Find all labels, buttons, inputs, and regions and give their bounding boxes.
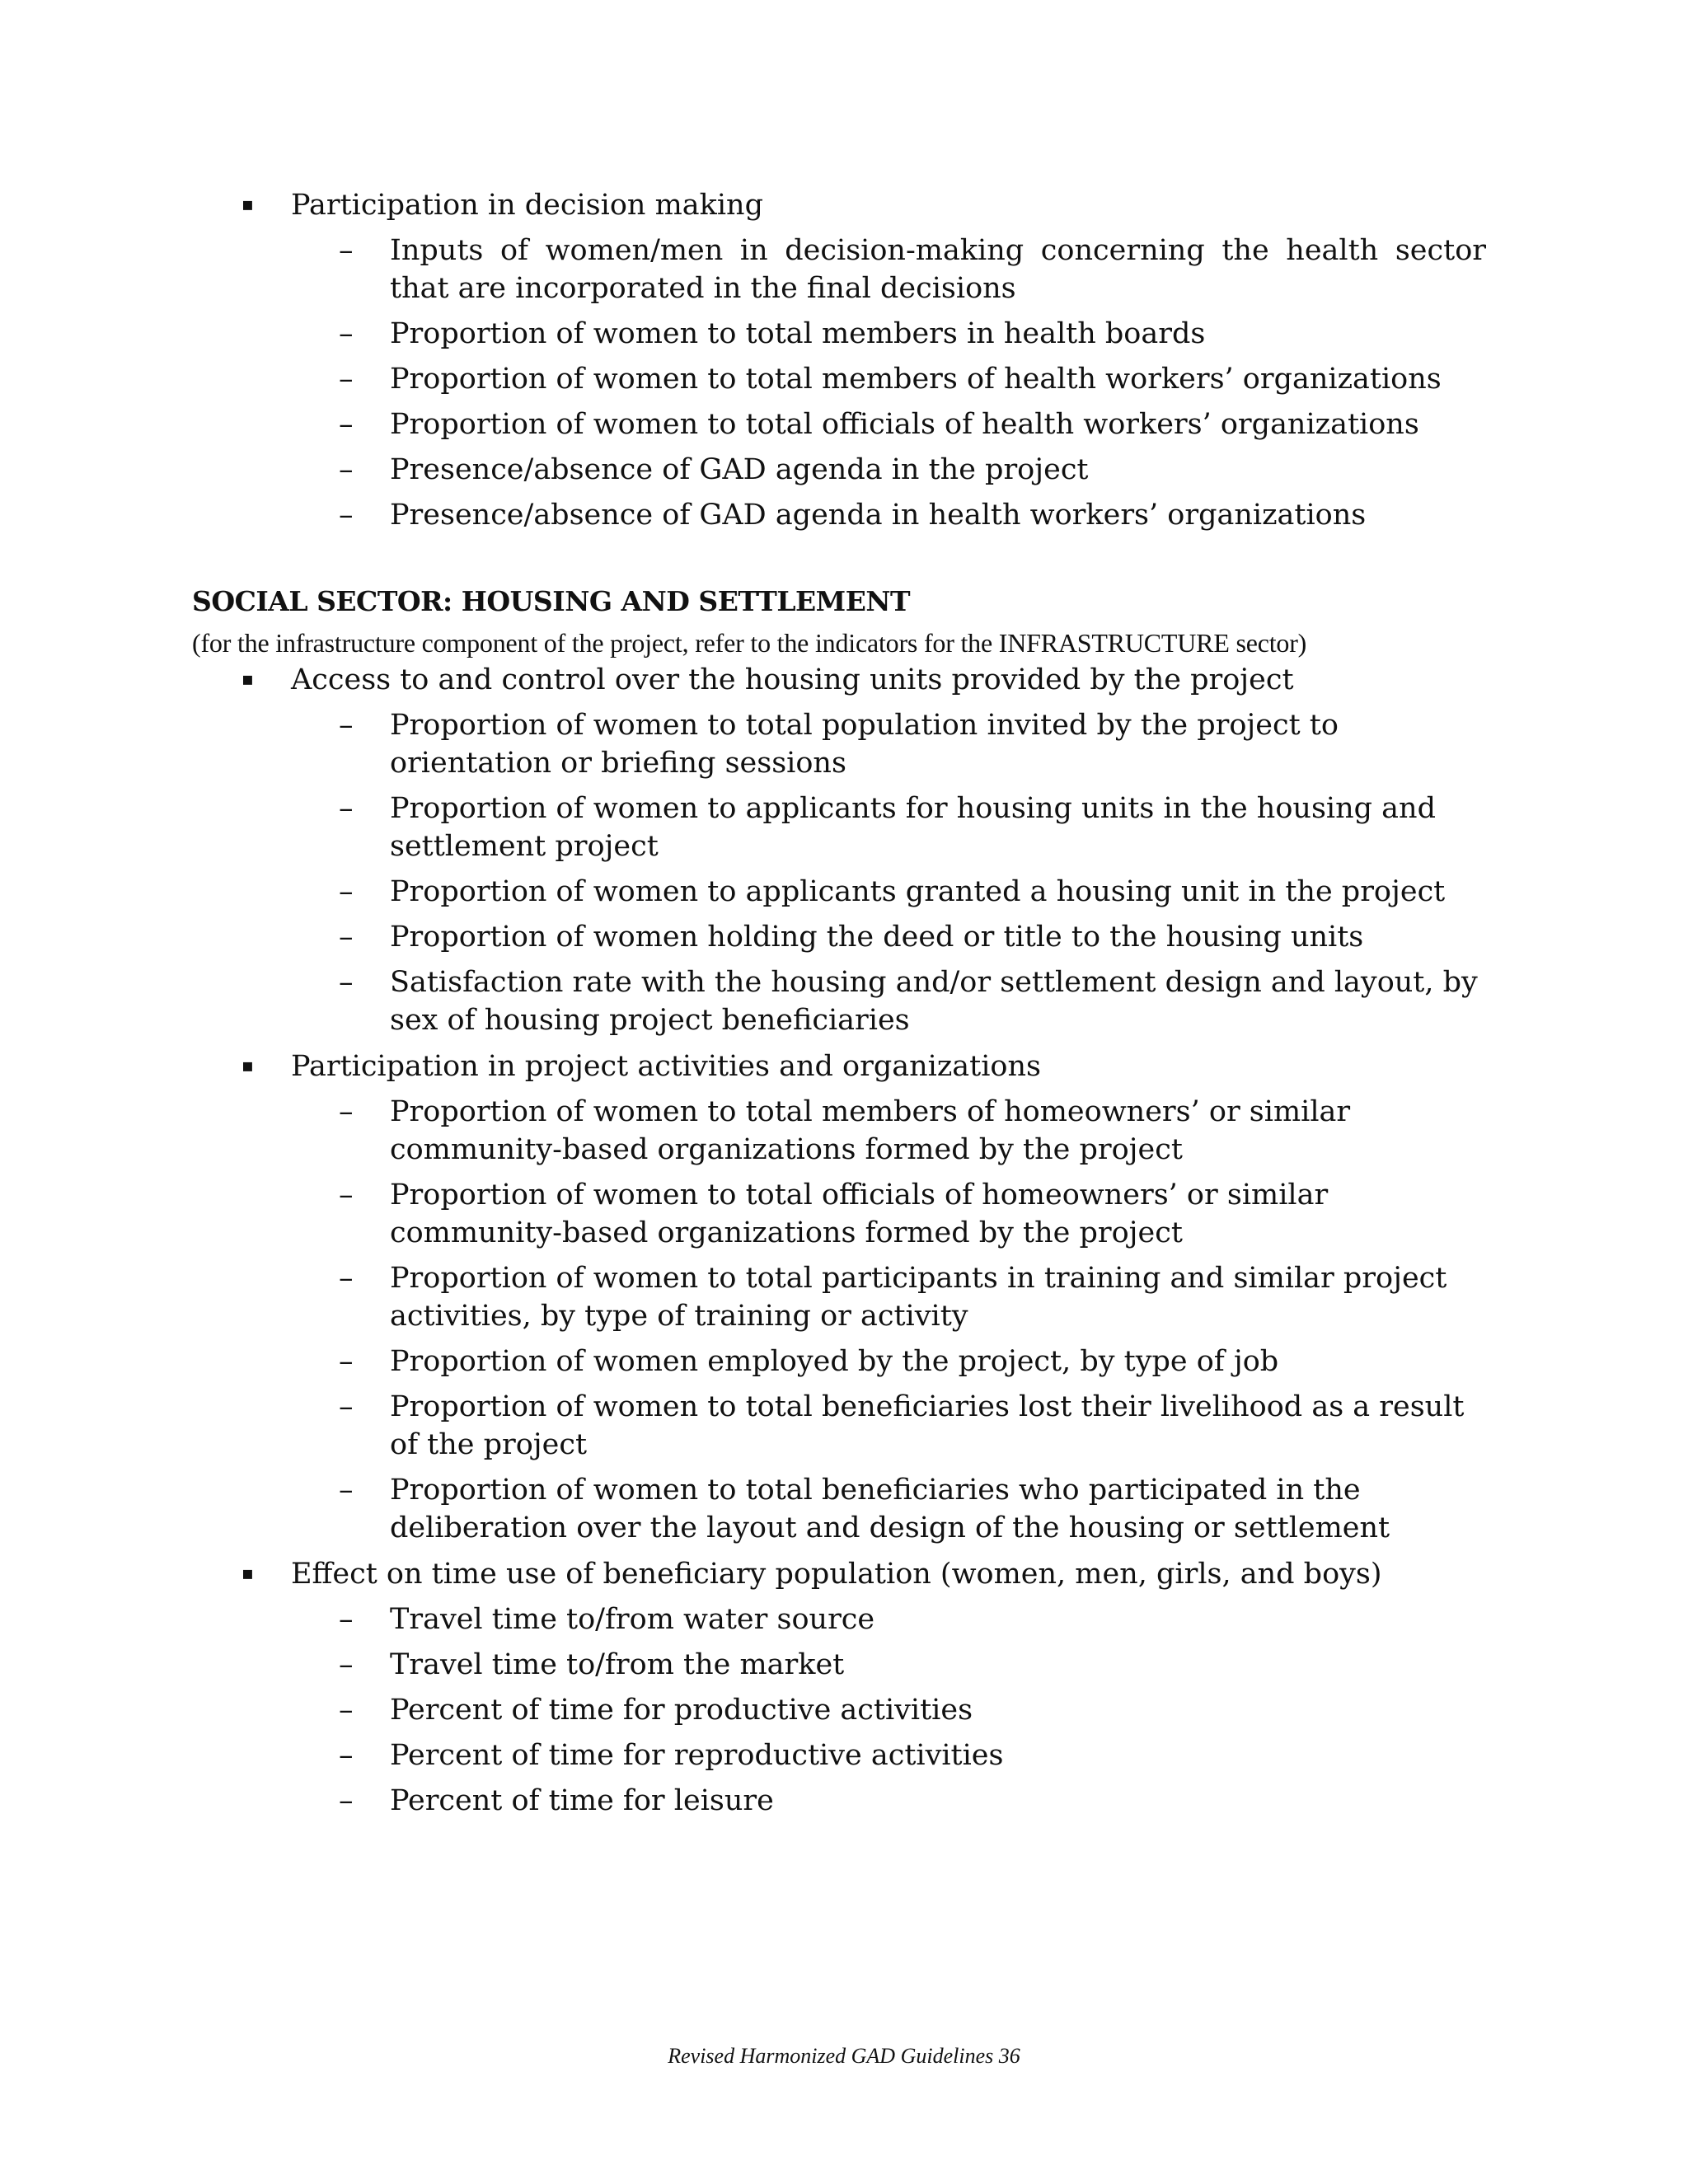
dash-icon: – [339, 499, 354, 532]
bullet-access-control-housing [192, 661, 1494, 699]
list-item: – Presence/absence of GAD agenda in the project [192, 451, 1494, 489]
dash-icon: – [339, 921, 354, 954]
page-footer: Revised Harmonized GAD Guidelines 36 [668, 2044, 1020, 2068]
dash-icon: – [339, 1262, 354, 1295]
square-bullet-icon: ▪ [241, 1563, 254, 1584]
list-item: – Proportion of women to applicants granted a housing unit in the project [192, 873, 1494, 911]
bullet-effect-time-use [192, 1555, 1494, 1593]
list-item: – Proportion of women to total participants in training and similar project activities, by type of training or activity [192, 1259, 1494, 1335]
list-item: – Proportion of women to total officials of health workers’ organizations [192, 405, 1494, 443]
bullet-heading: Access to and control over the housing units provided by the project [291, 663, 1294, 696]
bullet-heading: Participation in project activities and organizations [291, 1050, 1041, 1083]
list-item: – Inputs of women/men in decision-making concerning the health sector that are incorporated in the final decisions [192, 232, 1494, 307]
page-content [192, 186, 1494, 1820]
list-item: – Travel time to/from water source [192, 1601, 1494, 1638]
list-item: – Proportion of women employed by the project, by type of job [192, 1343, 1494, 1380]
dash-icon: – [339, 792, 354, 825]
bullet-heading: Participation in decision making [291, 189, 763, 222]
list-item: – Proportion of women to total members of homeowners’ or similar community-based organizations formed by the project [192, 1093, 1494, 1169]
list-item: – Proportion of women to total beneficiaries lost their livelihood as a result of the project [192, 1388, 1494, 1464]
list-item: – Presence/absence of GAD agenda in health workers’ organizations [192, 496, 1494, 534]
dash-icon: – [339, 966, 354, 999]
bullet-participation-project-activities [192, 1047, 1494, 1085]
list-item: – Percent of time for productive activities [192, 1691, 1494, 1729]
dash-icon: – [339, 408, 354, 441]
dash-icon: – [339, 1390, 354, 1423]
list-item: – Percent of time for leisure [192, 1782, 1494, 1820]
list-item: – Satisfaction rate with the housing and/or settlement design and layout, by sex of housing project beneficiaries [192, 963, 1494, 1039]
dash-icon: – [339, 1784, 354, 1817]
dash-icon: – [339, 234, 354, 267]
dash-icon: – [339, 1648, 354, 1681]
dash-icon: – [339, 1345, 354, 1378]
section-note: (for the infrastructure component of the project, refer to the indicators for the INFRASTRUCTURE sector) [192, 628, 1307, 658]
list-item: – Percent of time for reproductive activities [192, 1736, 1494, 1774]
dash-icon: – [339, 1474, 354, 1507]
list-item: – Proportion of women to total population invited by the project to orientation or briefing sessions [192, 706, 1494, 782]
section-title: SOCIAL SECTOR: HOUSING AND SETTLEMENT [192, 585, 911, 617]
dash-icon: – [339, 1179, 354, 1212]
square-bullet-icon: ▪ [241, 1056, 254, 1076]
list-item: – Travel time to/from the market [192, 1646, 1494, 1684]
list-item: – Proportion of women to total officials of homeowners’ or similar community-based organizations formed by the project [192, 1176, 1494, 1252]
list-item: – Proportion of women to total members in health boards [192, 315, 1494, 353]
square-bullet-icon: ▪ [241, 194, 254, 215]
dash-icon: – [339, 1603, 354, 1636]
square-bullet-icon: ▪ [241, 669, 254, 690]
bullet-heading: Effect on time use of beneficiary population (women, men, girls, and boys) [291, 1558, 1382, 1591]
list-item: – Proportion of women holding the deed or title to the housing units [192, 918, 1494, 956]
dash-icon: – [339, 453, 354, 486]
list-item: – Proportion of women to total members of health workers’ organizations [192, 360, 1494, 398]
list-item: – Proportion of women to total beneficiaries who participated in the deliberation over the layout and design of the housing or settlement [192, 1471, 1494, 1547]
list-item: – Proportion of women to applicants for housing units in the housing and settlement project [192, 790, 1494, 865]
dash-icon: – [339, 1739, 354, 1772]
dash-icon: – [339, 363, 354, 396]
dash-icon: – [339, 317, 354, 350]
bullet-participation-decision-making [192, 186, 1494, 224]
dash-icon: – [339, 1694, 354, 1727]
dash-icon: – [339, 1095, 354, 1128]
dash-icon: – [339, 709, 354, 742]
dash-icon: – [339, 875, 354, 908]
